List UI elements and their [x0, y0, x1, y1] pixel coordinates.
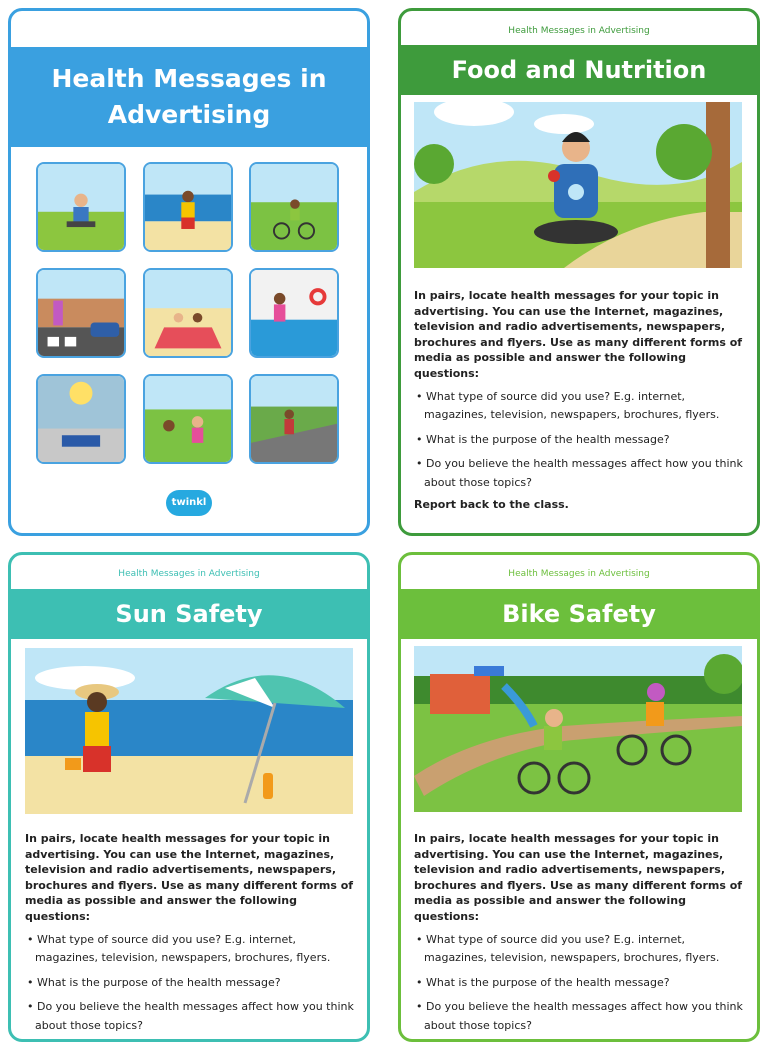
thumbnail-park — [143, 374, 233, 464]
cover-title-line1: Health Messages in — [51, 64, 327, 93]
food-pretitle: Health Messages in Advertising — [508, 26, 650, 36]
bike-body — [414, 831, 744, 1041]
sun-title: Sun Safety — [11, 589, 367, 639]
thumbnail-road — [36, 268, 126, 358]
bike-question-2: • What is the purpose of the health message? — [416, 975, 670, 989]
sun-body — [25, 831, 355, 1041]
cover-title-band — [11, 47, 367, 147]
thumbnail-walk — [249, 374, 339, 464]
cover-thumbnail-grid — [28, 154, 340, 468]
thumbnail-beach — [143, 162, 233, 252]
thumbnail-picnic — [143, 268, 233, 358]
thumbnail-food — [36, 162, 126, 252]
thumbnail-bike — [249, 162, 339, 252]
food-question-3: • Do you believe the health messages affect how you think about those topics? — [416, 457, 743, 489]
food-illustration — [414, 102, 742, 268]
cover-title-line2: Advertising — [107, 100, 271, 129]
thumbnail-sun — [36, 374, 126, 464]
sun-question-2: • What is the purpose of the health message? — [27, 975, 281, 989]
thumbnail-pool — [249, 268, 339, 358]
bike-intro: In pairs, locate health messages for your topic in advertising. You can use the Internet, magazines, television and radio advertisements, newspapers, brochures and flyers. Use as many different forms of media as possible and answer the following questions: — [414, 832, 743, 923]
bike-question-3: • Do you believe the health messages affect how you think about those topics? — [416, 1000, 743, 1032]
food-question-2: • What is the purpose of the health message? — [416, 432, 670, 446]
sun-question-3: • Do you believe the health messages affect how you think about those topics? — [27, 1000, 354, 1032]
bike-pretitle: Health Messages in Advertising — [508, 569, 650, 579]
bike-illustration — [414, 646, 742, 812]
food-question-1: • What type of source did you use? E.g. internet, magazines, television, newspapers, brochures, flyers. — [416, 389, 720, 422]
food-report: Report back to the class. — [414, 498, 569, 512]
twinkl-logo: twinkl — [166, 490, 212, 516]
food-intro: In pairs, locate health messages for your topic in advertising. You can use the Internet, magazines, television and radio advertisements, newspapers, brochures and flyers. Use as many different forms of media as possible and answer the following questions: — [414, 289, 743, 380]
bike-question-1: • What type of source did you use? E.g. internet, magazines, television, newspapers, brochures, flyers. — [416, 932, 720, 965]
sun-pretitle: Health Messages in Advertising — [118, 569, 260, 579]
sun-intro: In pairs, locate health messages for your topic in advertising. You can use the Internet, magazines, television and radio advertisements, newspapers, brochures and flyers. Use as many different forms of media as possible and answer the following questions: — [25, 832, 354, 923]
food-title: Food and Nutrition — [401, 45, 757, 95]
bike-title: Bike Safety — [401, 589, 757, 639]
sun-question-1: • What type of source did you use? E.g. internet, magazines, television, newspapers, brochures, flyers. — [27, 932, 331, 965]
sun-illustration — [25, 648, 353, 814]
food-body — [414, 288, 744, 511]
